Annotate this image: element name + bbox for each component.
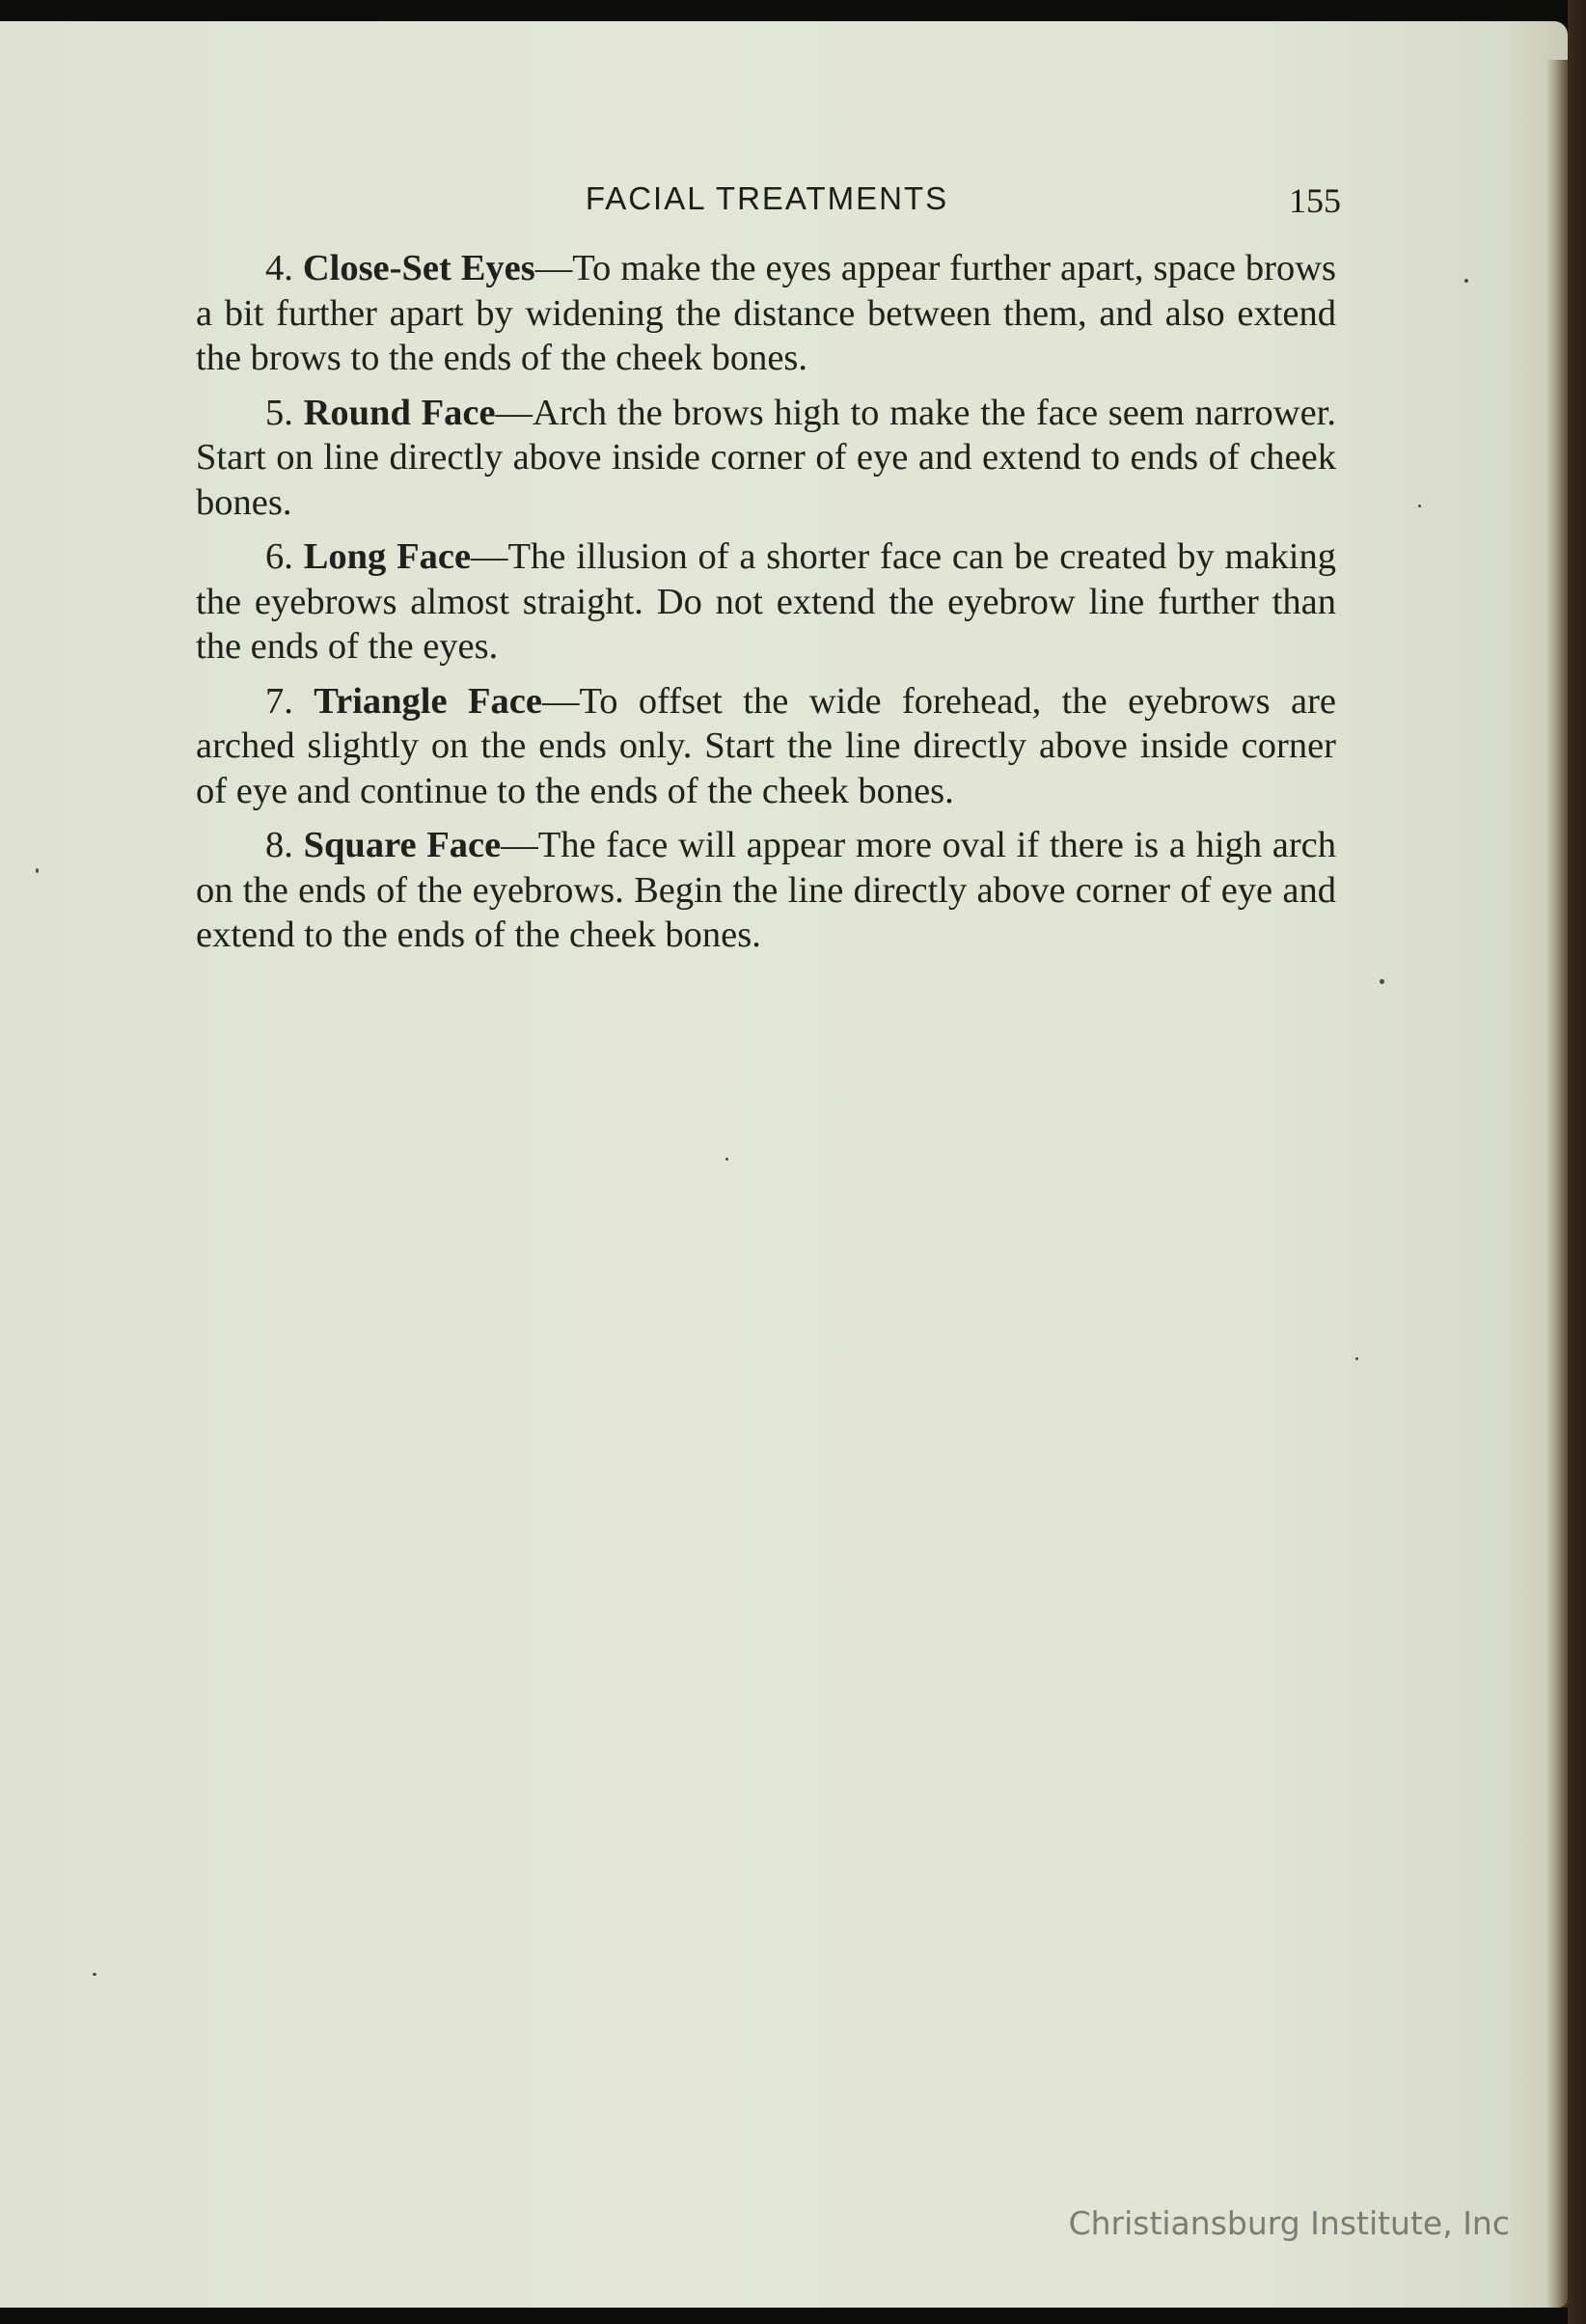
item-number: 6. (265, 536, 293, 577)
paragraph-close-set-eyes (196, 246, 1336, 381)
paragraph-triangle-face (196, 679, 1336, 814)
item-number: 4. (265, 248, 293, 288)
paper-speck (1355, 1357, 1358, 1360)
item-heading: Triangle Face (314, 680, 542, 722)
item-text: —Arch the brows high to make the face seem narrower. Start on line directly above inside corner of eye and extend to ends of cheek bones. (196, 392, 1337, 523)
page-header (193, 180, 1341, 219)
page-body (196, 246, 1336, 968)
running-head: FACIAL TREATMENTS (585, 180, 949, 216)
paper-speck (1418, 505, 1421, 507)
page-edge-shadow (1546, 60, 1568, 2308)
item-heading: Close-Set Eyes (302, 248, 535, 288)
item-number: 8. (265, 825, 293, 865)
paper-speck (1380, 979, 1384, 984)
item-text: —The illusion of a shorter face can be created by making the eyebrows almost straight. Do not extend the eyebrow line further than the ends of the eyes. (196, 536, 1336, 667)
paper-speck (1464, 279, 1468, 283)
item-heading: Long Face (303, 536, 472, 577)
item-text: —To offset the wide forehead, the eyebrows are arched slightly on the ends only. Start the line directly above inside corner of eye and continue to the ends of the cheek bones. (196, 680, 1337, 811)
paper-speck (725, 1158, 728, 1161)
item-number: 5. (265, 392, 293, 433)
item-text: —The face will appear more oval if there is a high arch on the ends of the eyebrows. Begin the line directly above corner of eye and extend to the ends of the cheek bones. (196, 825, 1337, 955)
item-text: —To make the eyes appear further apart, space brows a bit further apart by widening the distance between them, and also extend the brows to the ends of the cheek bones. (196, 248, 1337, 378)
paragraph-long-face (196, 534, 1336, 670)
item-number: 7. (265, 680, 293, 722)
paper-speck (93, 1973, 96, 1976)
watermark: Christiansburg Institute, Inc (1068, 2204, 1510, 2242)
item-heading: Round Face (303, 392, 496, 433)
book-spine-edge (1568, 0, 1586, 2324)
paragraph-round-face (196, 391, 1336, 526)
paper-speck (36, 868, 39, 873)
page-number: 155 (1289, 181, 1341, 220)
item-heading: Square Face (303, 825, 502, 865)
paragraph-square-face (196, 823, 1336, 958)
